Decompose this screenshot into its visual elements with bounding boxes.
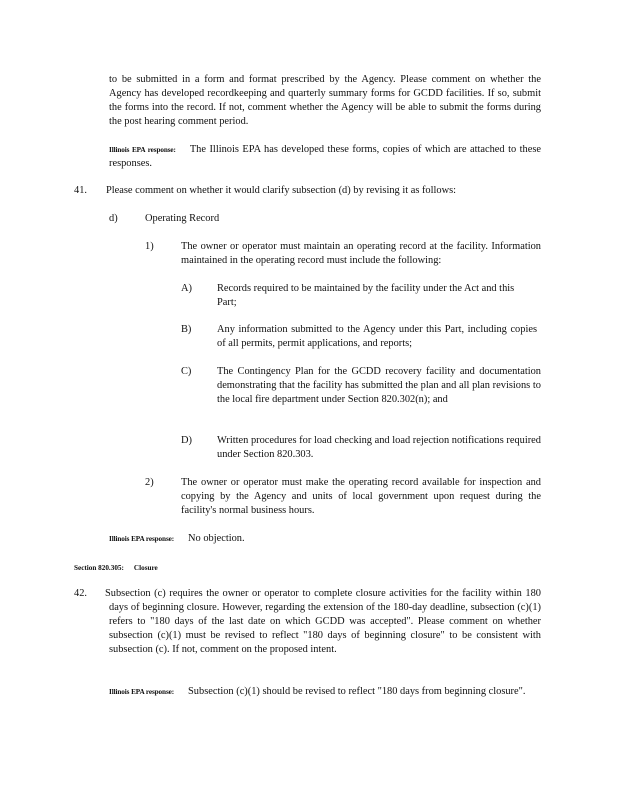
sub-item-a-letter: A) bbox=[181, 283, 192, 294]
sub-item-a-text: Records required to be maintained by the facility under the Act and this Part; bbox=[217, 283, 515, 308]
section-heading bbox=[74, 561, 158, 575]
para-1-number: 1) bbox=[145, 241, 154, 252]
response-1-label: Illinois EPA response: bbox=[109, 146, 176, 154]
para-2-text: The owner or operator must make the operating record available for inspection and copying by the Agency and units of local government upon request during the facility's normal business hours. bbox=[181, 477, 541, 516]
sub-item-c-letter: C) bbox=[181, 366, 192, 377]
section-heading-title: Closure bbox=[133, 564, 158, 572]
sub-item-b-letter: B) bbox=[181, 324, 192, 335]
sub-item-d-letter: D) bbox=[181, 435, 192, 446]
subsection-d-title: Operating Record bbox=[145, 213, 220, 224]
para-2-number: 2) bbox=[145, 477, 154, 488]
response-2-text: No objection. bbox=[188, 533, 245, 544]
response-2-label: Illinois EPA response: bbox=[109, 535, 175, 543]
item-41-number: 41. bbox=[74, 185, 87, 196]
sub-item-d-text: Written procedures for load checking and load rejection notifications required under Section 820.303. bbox=[217, 435, 541, 460]
response-3 bbox=[109, 685, 541, 699]
response-3-text: Subsection (c)(1) should be revised to reflect "180 days from beginning closure". bbox=[188, 686, 526, 697]
item-41-text: Please comment on whether it would clarify subsection (d) by revising it as follows: bbox=[106, 185, 457, 196]
item-42-number: 42. bbox=[74, 588, 87, 599]
section-heading-label: Section 820.305: bbox=[74, 564, 124, 572]
subsection-d-letter: d) bbox=[109, 213, 118, 224]
sub-item-b-text: Any information submitted to the Agency under this Part, including copies of all permits, permit applications, and reports; bbox=[217, 324, 537, 349]
response-1-text: The Illinois EPA has developed these forms, copies of which are attached to these responses. bbox=[109, 144, 541, 169]
intro-paragraph: to be submitted in a form and format prescribed by the Agency. Please comment on whether the Agency has developed recordkeeping and quarterly summary forms for GCDD facilities. If so, submit the forms into the record. If not, comment whether the Agency will be able to submit the forms during the post hearing comment period. bbox=[109, 74, 541, 127]
response-3-label: Illinois EPA response: bbox=[109, 688, 175, 696]
sub-item-c-text: The Contingency Plan for the GCDD recovery facility and documentation demonstrating that the facility has submitted the plan and all plan revisions to the local fire department under Section 820.302(n); and bbox=[217, 366, 541, 405]
response-2 bbox=[109, 532, 541, 546]
item-42-text: Subsection (c) requires the owner or operator to complete closure activities for the facility within 180 days of beginning closure. However, regarding the extension of the 180-day deadline, subsection (c)(1) refers to "180 days of the last date on which GCDD was accepted". Please comment on whether subsection (c)(1) must be revised to reflect "180 days of beginning closure" to be consistent with subsection (c). If not, comment on the proposed intent. bbox=[105, 588, 541, 655]
response-1 bbox=[109, 143, 541, 171]
para-1-text: The owner or operator must maintain an operating record at the facility. Information maintained in the operating record must include the following: bbox=[181, 241, 541, 266]
